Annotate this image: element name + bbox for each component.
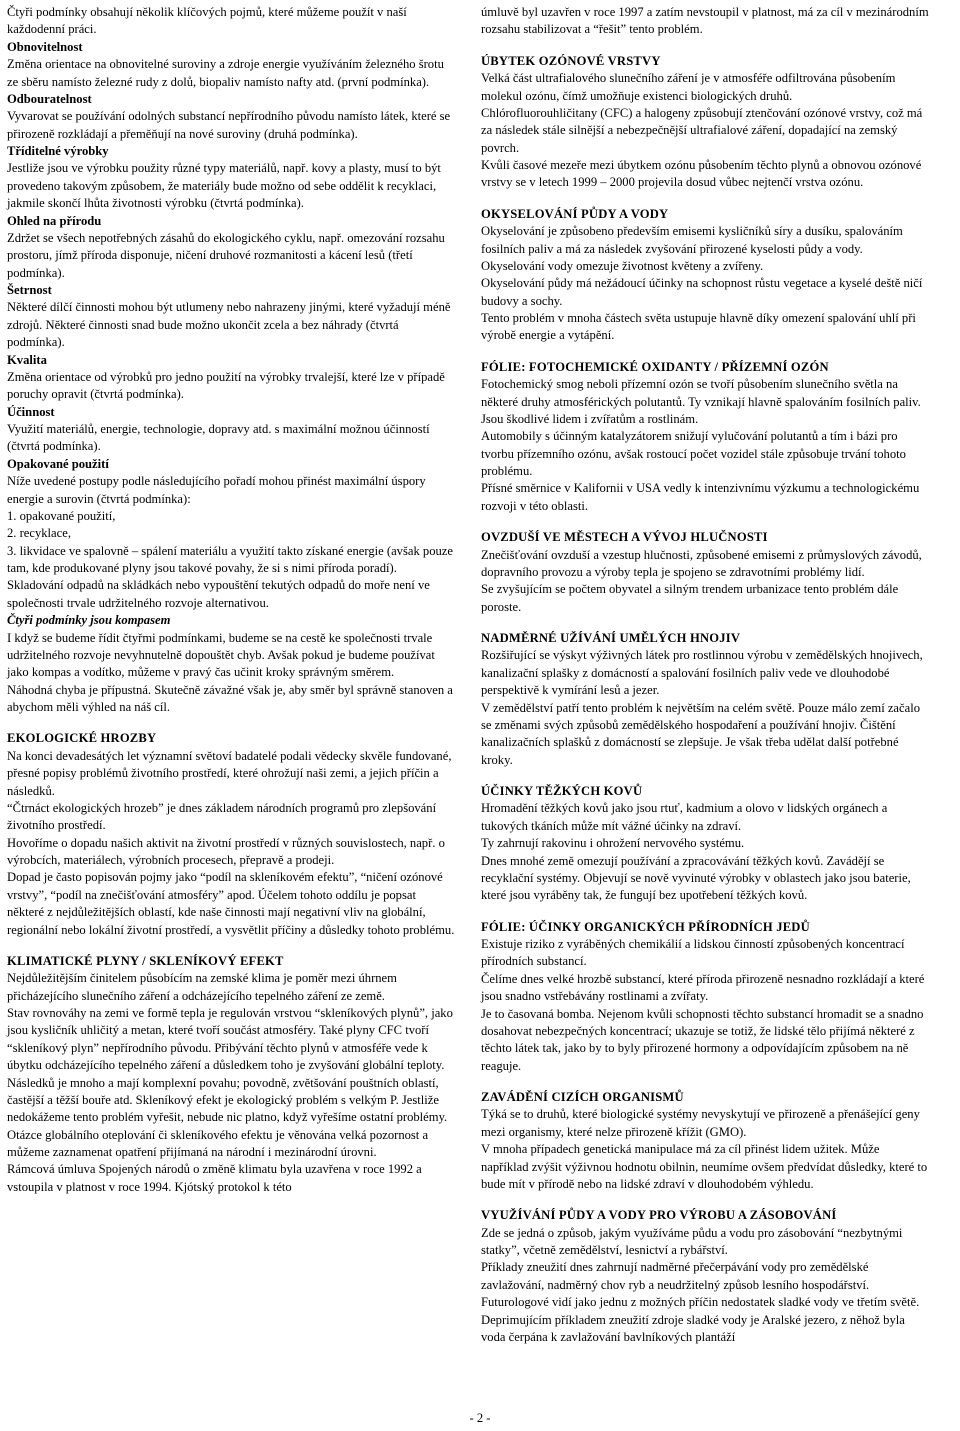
term-title: Účinnost <box>7 404 55 419</box>
section-paragraph: Tento problém v mnoha částech světa ustupuje hlavně díky omezení spalování uhlí při výrobě energie a vytápění. <box>481 311 916 343</box>
left-column <box>7 4 455 1196</box>
section-ekologicke-hrozby <box>7 730 455 939</box>
section-paragraph: Hovoříme o dopadu našich aktivit na životní prostředí v různých souvislostech, např. o výrobcích, materiálech, výrobních procesech, přepravě a prodeji. <box>7 835 445 867</box>
continued-paragraph: úmluvě byl uzavřen v roce 1997 a zatím nevstoupil v platnost, má za cíl v mezinárodním rozsahu stabilizovat a “řešit” tento problém. <box>481 5 929 37</box>
section-title: FÓLIE: ÚČINKY ORGANICKÝCH PŘÍRODNÍCH JEDŮ <box>481 919 810 934</box>
section-paragraph: Přísné směrnice v Kalifornii v USA vedly k intenzivnímu výzkumu a technologickému rozvoji v této oblasti. <box>481 481 920 513</box>
section-paragraph: “Čtrnáct ekologických hrozeb” je dnes základem národních programů pro zlepšování životního prostředí. <box>7 800 437 833</box>
term-text: Změna orientace na obnovitelné suroviny a zdroje energie využíváním železného šrotu ze sběru namísto železné rudy z dolů, biopaliv namísto nafty atd. (první podmínka). <box>7 57 444 89</box>
term-text: Vyvarovat se používání odolných substancí nepřírodního původu namísto látek, které se přirozeně rozkládají a přeměňují na nové suroviny (druhá podmínka). <box>7 109 451 141</box>
term-text: Využití materiálů, energie, technologie, dopravy atd. s maximální možnou účinností (čtvrtá podmínka). <box>7 422 430 454</box>
term-setrnost <box>7 282 455 352</box>
section-okyselovani <box>481 206 929 345</box>
section-vyuzivani-pudy-a-vody <box>481 1207 929 1346</box>
section-paragraph: Znečišťování ovzduší a vzestup hlučnosti, způsobené emisemi z průmyslových závodů, dopravního provozu a výroby tepla je spojeno se zdravotními problémy lidí. <box>481 547 922 579</box>
term-title: Tříditelné výrobky <box>7 144 109 158</box>
section-paragraph: Nejdůležitějším činitelem působícím na zemské klima je poměr mezi úhrnem přicházejícího slunečního záření a odcházejícího tepelného záření ze země. <box>7 971 397 1003</box>
section-paragraph: Kvůli časové mezeře mezi úbytkem ozónu působením těchto plynů a obnovou ozónové vrstvy se v letech 1999 – 2000 projevila dosud vůbec nejtenčí vrstva ozónu. <box>481 158 922 190</box>
section-paragraph: Okyselování půdy má nežádoucí účinky na schopnost růstu vegetace a kyselé deště ničí budovy a sochy. <box>481 276 923 308</box>
section-paragraph: Otázce globálního oteplování či skleníkového efektu je věnována velká pozornost a můžeme zaznamenat opatření přijímaná na národní i mezinárodní úrovni. <box>7 1127 429 1159</box>
term-title: Obnovitelnost <box>7 39 83 54</box>
section-paragraph: Na konci devadesátých let významní světoví badatelé podali vědecky skvěle fundované, přesné popisy problémů životního prostředí, které ohrožují naši zemi, a jejich příčin a následků. <box>7 748 452 798</box>
term-triditelne-vyrobky <box>7 143 455 213</box>
section-title: ZAVÁDĚNÍ CIZÍCH ORGANISMŮ <box>481 1090 684 1104</box>
section-paragraph: Rozšiřující se výskyt výživných látek pro rostlinnou výrobu v zemědělských hnojivech, kanalizační splašky z domácností a spalování fosilních paliv vede ve dlouhodobé perspektivě k vymírání lesů a jezer. <box>481 648 923 698</box>
section-paragraph: Automobily s účinným katalyzátorem snižují vylučování polutantů a tím i bázi pro tvorbu přízemního ozónu, avšak rostoucí počet vozidel stále způsobuje trvání tohoto problému. <box>481 429 906 478</box>
intro-paragraph: Čtyři podmínky obsahují několik klíčových pojmů, které můžeme použít v naší každodenní práci. <box>7 5 407 37</box>
section-paragraph: Se zvyšujícím se počtem obyvatel a silným trendem urbanizace tento problém dále poroste. <box>481 582 899 614</box>
term-text: Některé dílčí činnosti mohou být utlumeny nebo nahrazeny jinými, které vyžadují méně zdrojů. Některé činnosti snad bude možno ukončit zcela a bez náhrady (čtvrtá podmínka). <box>7 300 451 350</box>
section-title: KLIMATICKÉ PLYNY / SKLENÍKOVÝ EFEKT <box>7 953 284 968</box>
section-tezke-kovy <box>481 783 929 905</box>
section-title: EKOLOGICKÉ HROZBY <box>7 731 157 746</box>
section-paragraph: Okyselování vody omezuje životnost květeny a zvířeny. <box>481 258 764 273</box>
term-title: Čtyři podmínky jsou kompasem <box>7 613 171 628</box>
section-paragraph: Čelíme dnes velké hrozbě substancí, které příroda přirozeně nesnadno rozkládají a které jsou snadno vstřebávány rostlinami a zvířaty. <box>481 971 925 1004</box>
term-obnovitelnost <box>7 39 455 91</box>
term-text: Změna orientace od výrobků pro jedno použití na výrobky trvalejší, které lze v případě poruchy opravit (čtvrtá podmínka). <box>7 369 445 402</box>
term-opakovane-pouziti <box>7 456 455 612</box>
term-odbouratelnost <box>7 91 455 143</box>
section-paragraph: Okyselování je způsobeno především emisemi kysličníků síry a dusíku, spalováním fosilních paliv a má za následek zvyšování přirozené kyselosti půdy a vody. <box>481 224 903 256</box>
term-text: Jestliže jsou ve výrobku použity různé typy materiálů, např. kovy a plasty, musí to být provedeno takovým způsobem, že materiály bude možno od sebe oddělit k recyklaci, jakmile skončí lhůta životnosti výrobku (čtvrtá podmínka). <box>7 161 441 211</box>
section-ovzdusi-ve-mestech <box>481 529 929 616</box>
section-title: ÚČINKY TĚŽKÝCH KOVŮ <box>481 784 643 798</box>
term-title: Opakované použití <box>7 456 109 471</box>
term-kvalita <box>7 352 455 404</box>
section-cizi-organismy <box>481 1089 929 1193</box>
section-paragraph: Zde se jedná o způsob, jakým využíváme půdu a vodu pro zásobování “nezbytnými statky”, včetně zemědělství, lesnictví a rybářství. <box>481 1225 903 1257</box>
section-paragraph: V zemědělství patří tento problém k největším na celém světě. Pouze málo zemí začalo se změnami svých způsobů zemědělského hospodaření a používání hnojiv. Čištění kanalizačních splašků z domácností se zlepšuje. Je však třeba udělat další potřebné kroky. <box>481 700 920 767</box>
compass-line: Náhodná chyba je přípustná. Skutečně závažné však je, aby směr byl správně stanoven a abychom měli výhled na náš cíl. <box>7 682 453 714</box>
section-title: NADMĚRNÉ UŽÍVÁNÍ UMĚLÝCH HNOJIV <box>481 631 741 645</box>
section-paragraph: Ty zahrnují rakovinu i ohrožení nervového systému. <box>481 836 745 851</box>
term-title: Kvalita <box>7 352 47 367</box>
page-number: - 2 - <box>469 1411 491 1425</box>
term-ucinnost <box>7 404 455 456</box>
section-title: FÓLIE: FOTOCHEMICKÉ OXIDANTY / PŘÍZEMNÍ OZÓN <box>481 359 829 374</box>
section-paragraph: Existuje riziko z vyráběných chemikálií a lidskou činností způsobených koncentrací přírodních substancí. <box>481 937 905 969</box>
section-paragraph: Je to časovaná bomba. Nejenom kvůli schopnosti těchto substancí hromadit se a snadno dosahovat nebezpečných koncentrací; ukazuje se totiž, že lidské tělo přijímá některé z těchto látek tak, jako by to byly přirozené hormony a odpovídajícím způsobem na ně reaguje. <box>481 1006 924 1073</box>
section-fotochemicke-oxidanty <box>481 359 929 515</box>
section-paragraph: Stav rovnováhy na zemi ve formě tepla je regulován vrstvou “skleníkových plynů”, jako jsou kysličník uhličitý a metan, které tvoří součást atmosféry. Také plyny CFC tvoří “skleníkový plyn” nepřírodního původu. Přibývání těchto plynů v atmosféře vede k úbytku odcházejícího tepelného záření a důsledkem toho je zvyšování globální teploty. Následků je mnoho a mají komplexní povahu; povodně, zvětšování pouštních oblastí, častější a těžší bouře atd. Skleníkový efekt je ekologický problém s velkým P. Jestliže nedokážeme tento problém vyřešit, nebude nic platno, když vyřešíme ostatní problémy. <box>7 1006 453 1125</box>
section-paragraph: Dnes mnohé země omezují používání a zpracovávání těžkých kovů. Zavádějí se recyklační systémy. Objevují se nově vyvinuté výrobky v oblastech jako jsou baterie, které jsou vyráběny tak, že fungují bez upotřebení těžkých kovů. <box>481 853 911 903</box>
section-title: OKYSELOVÁNÍ PŮDY A VODY <box>481 206 669 221</box>
term-kompas <box>7 612 455 716</box>
reuse-line: 1. opakované použití, <box>7 508 116 523</box>
section-paragraph: V mnoha případech genetická manipulace má za cíl přinést lidem užitek. Může například zvýšit výživnou hodnotu obilnin, neumíme ovšem předvídat důsledky, které to bude mít v přírodě nebo na lidské zdraví v dlouhodobém výhledu. <box>481 1142 928 1191</box>
section-paragraph: Rámcová úmluva Spojených národů o změně klimatu byla uzavřena v roce 1992 a vstoupila v platnost v roce 1994. Kjótský protokol k této <box>7 1162 422 1194</box>
section-paragraph: Hromadění těžkých kovů jako jsou rtuť, kadmium a olovo v lidských orgánech a tukových tkáních může mít vážné účinky na zdraví. <box>481 801 888 833</box>
section-paragraph: Fotochemický smog neboli přízemní ozón se tvoří působením slunečního světla na některé druhy atmosférických polutantů. Ty vznikají hlavně spalováním fosilních paliv. Jsou škodlivé lidem i zvířatům a rostlinám. <box>481 377 921 426</box>
reuse-line: Skladování odpadů na skládkách nebo vypouštění tekutých odpadů do moře není ve společnosti trvale udržitelného rozvoje alternativou. <box>7 578 430 610</box>
section-ubytek-ozonove-vrstvy <box>481 53 929 192</box>
section-title: ÚBYTEK OZÓNOVÉ VRSTVY <box>481 53 661 68</box>
term-ohled-na-prirodu <box>7 213 455 283</box>
term-title: Šetrnost <box>7 283 52 297</box>
reuse-line: Níže uvedené postupy podle následujícího pořadí mohou přinést maximální úspory energie a surovin (čtvrtá podmínka): <box>7 474 426 506</box>
section-title: VYUŽÍVÁNÍ PŮDY A VODY PRO VÝROBU A ZÁSOBOVÁNÍ <box>481 1208 837 1223</box>
right-column <box>481 4 929 1346</box>
section-paragraph: Dopad je často popisován pojmy jako “podíl na skleníkovém efektu”, “ničení ozónové vrstvy”, “podíl na znečišťování atmosféry” apod. Účelem tohoto oddílu je popsat některé z nejdůležitějších oblastí, kde naše činnosti mají negativní vliv na globální, regionální nebo lokální životní prostředí, a vysvětlit příčiny a důsledky tohoto problému. <box>7 870 455 937</box>
section-paragraph: Velká část ultrafialového slunečního záření je v atmosféře odfiltrována působením molekul ozónu, čímž umožňuje existenci biologických druhů. <box>481 71 896 103</box>
compass-line: I když se budeme řídit čtyřmi podmínkami, budeme se na cestě ke společnosti trvale udržitelného rozvoje nevyhnutelně dopouštět chyb. Avšak pokud je budeme používat jako kompas a vodítko, můžeme v pravý čas učinit kroky správným směrem. <box>7 630 435 680</box>
term-text: Zdržet se všech nepotřebných zásahů do ekologického cyklu, např. omezování rozsahu prostoru, jímž příroda disponuje, ničení druhové rozmanitosti a kácení lesů (třetí podmínka). <box>7 230 445 280</box>
section-paragraph: Příklady zneužití dnes zahrnují nadměrné přečerpávání vody pro zemědělské zavlažování, nadměrný chov ryb a neudržitelný způsob lesního hospodářství. Futurologové vidí jako jednu z možných příčin nedostatek sladké vody ve třetím světě. Deprimujícím příkladem zneužití zdroje sladké vody je Aralské jezero, z něhož byla voda čerpána k zavlažování bavlníkových plantáží <box>481 1260 920 1344</box>
reuse-line: 2. recyklace, <box>7 526 71 541</box>
section-title: OVZDUŠÍ VE MĚSTECH A VÝVOJ HLUČNOSTI <box>481 530 768 545</box>
section-paragraph: Chlórofluorouhličitany (CFC) a halogeny způsobují ztenčování ozónové vrstvy, což má za následek stále silnější a nebezpečnější ultrafialové záření, dopadající na zemský povrch. <box>481 105 923 155</box>
section-umela-hnojiva <box>481 630 929 769</box>
term-title: Odbouratelnost <box>7 91 92 106</box>
term-title: Ohled na přírodu <box>7 213 102 228</box>
section-paragraph: Týká se to druhů, které biologické systémy nevyskytují ve přirozeně a přenášející geny mezi organismy, které nelze přirozeně křížit (GMO). <box>481 1107 920 1139</box>
reuse-line: 3. likvidace ve spalovně – spálení materiálu a využití takto získané energie (avšak pouze tam, kde produkované plyny jsou takové povahy, že si s nimi příroda poradí). <box>7 543 453 575</box>
section-klimaticke-plyny <box>7 953 455 1196</box>
section-organicke-jedy <box>481 919 929 1075</box>
